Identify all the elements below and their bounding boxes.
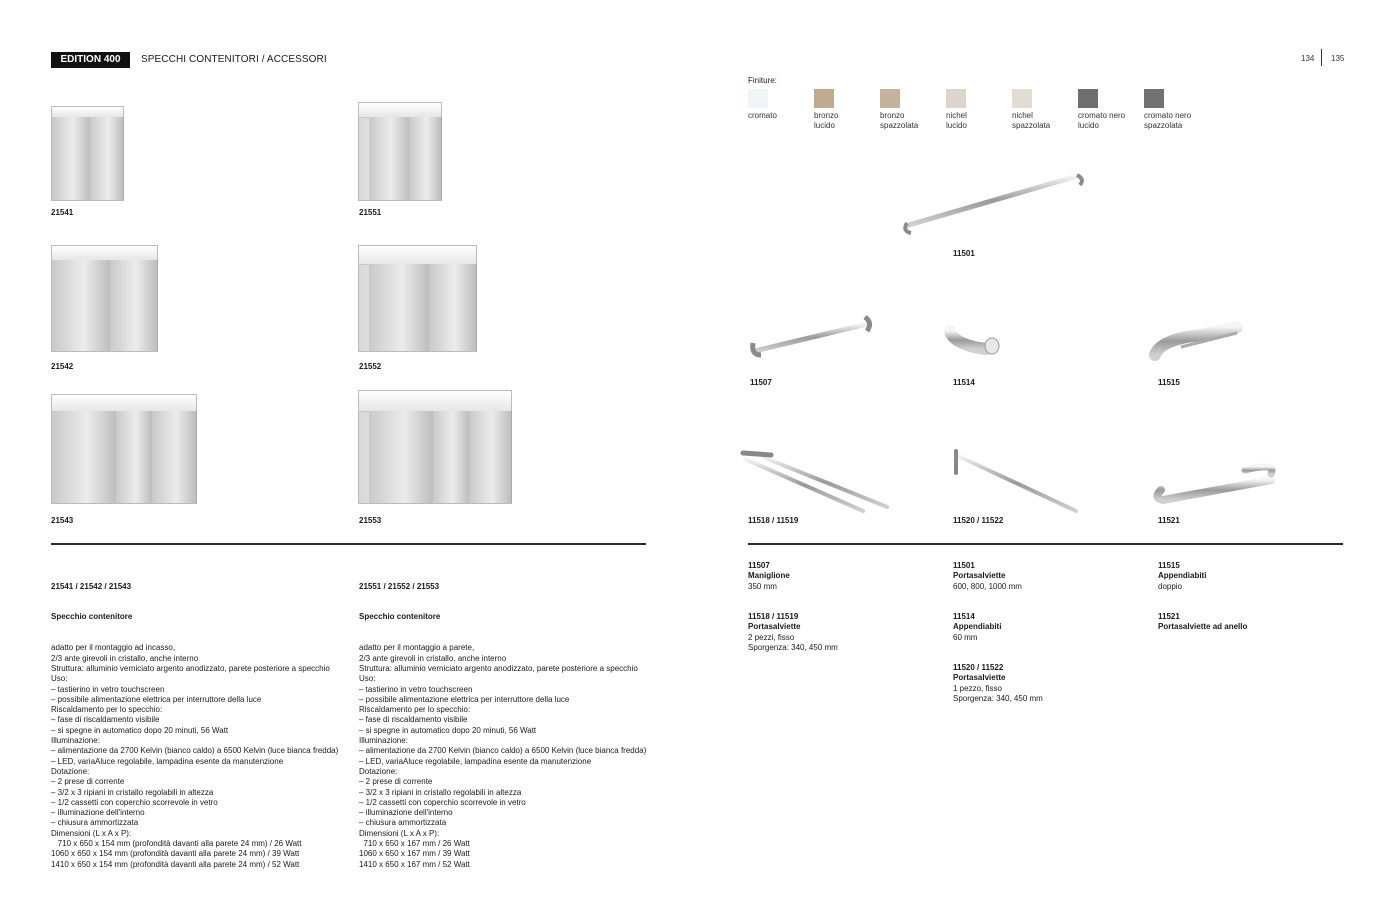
spec-11514 bbox=[953, 612, 1001, 643]
spec-code: 11514 bbox=[953, 612, 975, 621]
spec-11518-11519 bbox=[748, 612, 838, 653]
spec-detail: Sporgenza: 340, 450 mm bbox=[953, 693, 1043, 703]
finish-label-line2: spazzolata bbox=[1012, 121, 1051, 130]
description-line: 2/3 ante girevoli in cristallo, anche interno bbox=[51, 653, 199, 663]
description-line: – 1/2 cassetti con coperchio scorrevole in vetro bbox=[359, 797, 526, 807]
finish-label bbox=[880, 111, 918, 131]
description-line: Struttura: alluminio verniciato argento anodizzato, parete posteriore a specchio bbox=[359, 663, 638, 673]
cabinet-image-21552 bbox=[343, 240, 483, 358]
finish-label-line1: cromato bbox=[748, 111, 777, 120]
accessory-code: 11520 / 11522 bbox=[953, 516, 1004, 525]
cabinet-code: 21541 bbox=[51, 208, 74, 217]
description-line: Uso: bbox=[359, 674, 376, 684]
description-line: – possibile alimentazione elettrica per interruttore della luce bbox=[359, 694, 570, 704]
description-line: – chiusura ammortizzata bbox=[51, 818, 139, 828]
spec-code: 11501 bbox=[953, 561, 975, 570]
page-number-left: 134 bbox=[1301, 54, 1315, 63]
spec-detail: 1 pezzo, fisso bbox=[953, 683, 1002, 693]
accessory-image-11518-11519 bbox=[737, 425, 902, 520]
accessory-image-11521 bbox=[1141, 440, 1291, 512]
spec-code: 11521 bbox=[1158, 612, 1180, 621]
finish-label-line2: lucido bbox=[946, 121, 967, 130]
description-line: 1060 x 650 x 154 mm (profondità davanti alla parete 24 mm) / 39 Watt bbox=[51, 849, 300, 859]
finish-label bbox=[1144, 111, 1191, 131]
accessory-image-11507 bbox=[737, 283, 887, 373]
accessory-code: 11521 bbox=[1158, 516, 1180, 525]
accessory-image-11515 bbox=[1141, 303, 1261, 375]
finish-label bbox=[1078, 111, 1125, 131]
description-line: – fase di riscaldamento visibile bbox=[359, 715, 468, 725]
cabinet-image-21541 bbox=[36, 92, 152, 204]
finish-label-line1: nichel bbox=[946, 111, 967, 120]
spec-code: 11507 bbox=[748, 561, 770, 570]
finishes-label: Finiture: bbox=[748, 76, 777, 85]
cabinet-code: 21553 bbox=[359, 516, 382, 525]
finish-label-line2: lucido bbox=[1078, 121, 1099, 130]
cabinet-code: 21543 bbox=[51, 516, 74, 525]
finish-label-line1: bronzo bbox=[814, 111, 839, 120]
spec-detail: 350 mm bbox=[748, 581, 777, 591]
spec-11521 bbox=[1158, 612, 1247, 633]
finish-label-line1: cromato nero bbox=[1144, 111, 1192, 120]
description-wall-mount-recessed bbox=[51, 561, 338, 880]
description-line: – chiusura ammortizzata bbox=[359, 818, 447, 828]
page-number-right: 135 bbox=[1331, 54, 1345, 63]
spec-detail: 2 pezzi, fisso bbox=[748, 632, 795, 642]
finish-swatch bbox=[1078, 89, 1098, 108]
description-wall-mount bbox=[359, 561, 646, 880]
spec-11515 bbox=[1158, 561, 1206, 592]
finish-swatch bbox=[1012, 89, 1032, 108]
description-line: – 1/2 cassetti con coperchio scorrevole in vetro bbox=[51, 797, 218, 807]
cabinet-image-21542 bbox=[36, 240, 161, 358]
description-line: – fase di riscaldamento visibile bbox=[51, 715, 160, 725]
description-line: – 3/2 x 3 ripiani in cristallo regolabili in altezza bbox=[51, 787, 214, 797]
finish-swatch bbox=[1144, 89, 1164, 108]
cabinet-code: 21551 bbox=[359, 208, 382, 217]
left-divider bbox=[51, 543, 646, 545]
description-line: 1410 x 650 x 167 mm / 52 Watt bbox=[359, 859, 470, 869]
section-title: SPECCHI CONTENITORI / ACCESSORI bbox=[141, 54, 327, 65]
accessory-code: 11518 / 11519 bbox=[748, 516, 799, 525]
page-separator bbox=[1321, 49, 1322, 66]
finish-label-line1: cromato nero bbox=[1078, 111, 1126, 120]
accessory-image-11520-11522 bbox=[936, 425, 1106, 520]
description-line: Riscaldamento per lo specchio: bbox=[359, 705, 471, 715]
description-title: Specchio contenitore bbox=[51, 612, 133, 622]
spec-name: Portasalviette bbox=[748, 622, 801, 632]
spec-detail: Sporgenza: 340, 450 mm bbox=[748, 642, 838, 652]
description-line: Riscaldamento per lo specchio: bbox=[51, 705, 163, 715]
description-line: Dotazione: bbox=[51, 766, 90, 776]
finish-label-line1: bronzo bbox=[880, 111, 905, 120]
accessory-image-11514 bbox=[936, 307, 1016, 367]
description-line: – si spegne in automatico dopo 20 minuti, 56 Watt bbox=[359, 725, 537, 735]
description-line: – illuminazione dell'interno bbox=[359, 808, 453, 818]
finish-label-line1: nichel bbox=[1012, 111, 1033, 120]
spec-name: Appendiabiti bbox=[1158, 571, 1207, 581]
description-line: – tastierino in vetro touchscreen bbox=[359, 684, 473, 694]
description-line: – alimentazione da 2700 Kelvin (bianco caldo) a 6500 Kelvin (luce bianca fredda) bbox=[359, 746, 647, 756]
accessory-code: 11515 bbox=[1158, 378, 1180, 387]
description-line: adatto per il montaggio a parete, bbox=[359, 643, 475, 653]
description-line: 1410 x 650 x 154 mm (profondità davanti alla parete 24 mm) / 52 Watt bbox=[51, 859, 300, 869]
spec-detail: doppio bbox=[1158, 581, 1183, 591]
description-line: Dimensioni (L x A x P): bbox=[51, 828, 132, 838]
description-line: Struttura: alluminio verniciato argento anodizzato, parete posteriore a specchio bbox=[51, 663, 330, 673]
description-line: Illuminazione: bbox=[359, 736, 408, 746]
description-line: – alimentazione da 2700 Kelvin (bianco caldo) a 6500 Kelvin (luce bianca fredda) bbox=[51, 746, 339, 756]
spec-name: Maniglione bbox=[748, 571, 790, 581]
finish-label bbox=[946, 111, 967, 131]
cabinet-code: 21542 bbox=[51, 362, 74, 371]
description-line: – possibile alimentazione elettrica per interruttore della luce bbox=[51, 694, 262, 704]
description-line: Illuminazione: bbox=[51, 736, 100, 746]
cabinet-image-21551 bbox=[343, 92, 459, 204]
finish-swatch bbox=[748, 89, 768, 108]
finish-swatch bbox=[880, 89, 900, 108]
finish-swatch bbox=[946, 89, 966, 108]
accessory-image-11501 bbox=[887, 143, 1092, 248]
description-line: – si spegne in automatico dopo 20 minuti, 56 Watt bbox=[51, 725, 229, 735]
spec-name: Portasalviette bbox=[953, 673, 1006, 683]
description-line: 710 x 650 x 167 mm / 26 Watt bbox=[359, 839, 470, 849]
description-line: 2/3 ante girevoli in cristallo, anche interno bbox=[359, 653, 507, 663]
description-line: Dotazione: bbox=[359, 766, 398, 776]
description-line: – 2 prese di corrente bbox=[51, 777, 125, 787]
description-codes: 21541 / 21542 / 21543 bbox=[51, 581, 132, 591]
spec-name: Portasalviette ad anello bbox=[1158, 622, 1248, 632]
cabinet-image-21543 bbox=[36, 378, 236, 510]
description-line: – LED, variaAluce regolabile, lampadina esente da manutenzione bbox=[359, 756, 592, 766]
edition-badge: EDITION 400 bbox=[51, 52, 130, 68]
spec-code: 11518 / 11519 bbox=[748, 612, 799, 621]
description-line: – 3/2 x 3 ripiani in cristallo regolabili in altezza bbox=[359, 787, 522, 797]
spec-name: Appendiabiti bbox=[953, 622, 1002, 632]
finish-label-line2: spazzolata bbox=[880, 121, 919, 130]
finish-label bbox=[814, 111, 838, 131]
description-line: – LED, variaAluce regolabile, lampadina esente da manutenzione bbox=[51, 756, 284, 766]
spec-11501 bbox=[953, 561, 1022, 592]
spec-detail: 600, 800, 1000 mm bbox=[953, 581, 1022, 591]
description-line: – tastierino in vetro touchscreen bbox=[51, 684, 165, 694]
spec-11507 bbox=[748, 561, 790, 592]
right-divider bbox=[748, 543, 1343, 545]
description-codes: 21551 / 21552 / 21553 bbox=[359, 581, 440, 591]
description-line: Dimensioni (L x A x P): bbox=[359, 828, 440, 838]
description-line: 710 x 650 x 154 mm (profondità davanti alla parete 24 mm) / 26 Watt bbox=[51, 839, 302, 849]
spec-name: Portasalviette bbox=[953, 571, 1006, 581]
description-line: 1060 x 650 x 167 mm / 39 Watt bbox=[359, 849, 470, 859]
spec-code: 11515 bbox=[1158, 561, 1180, 570]
description-line: – illuminazione dell'interno bbox=[51, 808, 145, 818]
accessory-code: 11507 bbox=[750, 378, 772, 387]
description-line: Uso: bbox=[51, 674, 68, 684]
description-line: – 2 prese di corrente bbox=[359, 777, 433, 787]
spec-detail: 60 mm bbox=[953, 632, 978, 642]
cabinet-code: 21552 bbox=[359, 362, 382, 371]
spec-code: 11520 / 11522 bbox=[953, 663, 1004, 672]
finish-label-line2: spazzolata bbox=[1144, 121, 1183, 130]
finish-swatch bbox=[814, 89, 834, 108]
spec-11520-11522 bbox=[953, 663, 1043, 704]
finish-label-line2: lucido bbox=[814, 121, 835, 130]
finish-label bbox=[748, 111, 777, 121]
accessory-code: 11514 bbox=[953, 378, 975, 387]
accessory-code: 11501 bbox=[953, 249, 975, 258]
cabinet-image-21553 bbox=[343, 378, 543, 510]
description-line: adatto per il montaggio ad incasso, bbox=[51, 643, 176, 653]
description-title: Specchio contenitore bbox=[359, 612, 441, 622]
finish-label bbox=[1012, 111, 1050, 131]
